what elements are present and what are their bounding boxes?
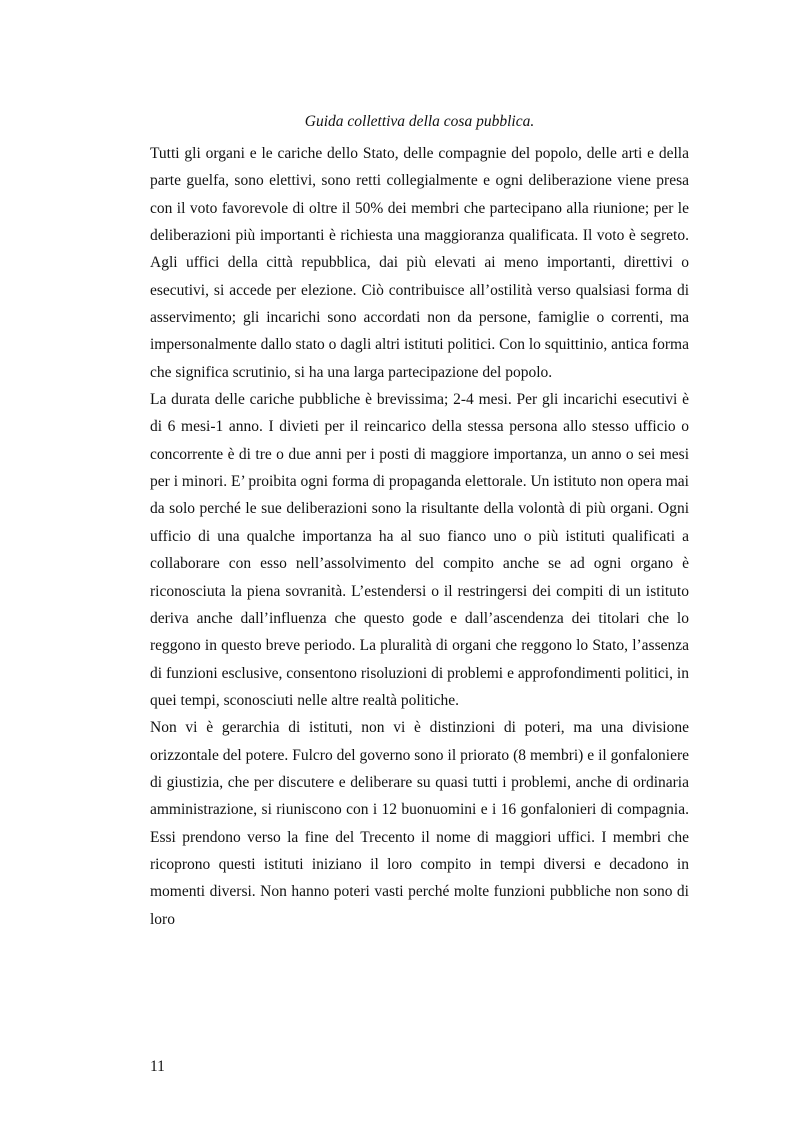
- page-number: 11: [150, 1058, 165, 1075]
- section-heading: Guida collettiva della cosa pubblica.: [304, 113, 535, 130]
- body-text: [150, 140, 689, 933]
- paragraph-3: Non vi è gerarchia di istituti, non vi è distinzioni di poteri, ma una divisione orizzontale del potere. Fulcro del governo sono il priorato (8 membri) e il gonfaloniere di giustizia, che per discutere e deliberare su quasi tutti i problemi, anche di ordinaria amministrazione, si riuniscono con i 12 buonuomini e i 16 gonfalonieri di compagnia. Essi prendono verso la fine del Trecento il nome di maggiori uffici. I membri che ricoprono questi istituti iniziano il loro compito in tempi diversi e decadono in momenti diversi. Non hanno poteri vasti perché molte funzioni pubbliche non sono di loro: [150, 719, 689, 928]
- paragraph-2: La durata delle cariche pubbliche è brevissima; 2-4 mesi. Per gli incarichi esecutivi è di 6 mesi-1 anno. I divieti per il reincarico della stessa persona allo stesso ufficio o concorrente è di tre o due anni per i posti di maggiore importanza, un anno o sei mesi per i minori. E’ proibita ogni forma di propaganda elettorale. Un istituto non opera mai da solo perché le sue deliberazioni sono la risultante della volontà di più organi. Ogni ufficio di una qualche importanza ha al suo fianco uno o più istituti qualificati a collaborare con esso nell’assolvimento del compito anche se ad ogni organo è riconosciuta la piena sovranità. L’estendersi o il restringersi dei compiti di un istituto deriva anche dall’influenza che questo gode e dall’ascendenza dei titolari che lo reggono in questo breve periodo. La pluralità di organi che reggono lo Stato, l’assenza di funzioni esclusive, consentono risoluzioni di problemi e approfondimenti politici, in quei tempi, sconosciuti nelle altre realtà politiche.: [150, 391, 689, 709]
- paragraph-1: Tutti gli organi e le cariche dello Stato, delle compagnie del popolo, delle arti e della parte guelfa, sono elettivi, sono retti collegialmente e ogni deliberazione viene presa con il voto favorevole di oltre il 50% dei membri che partecipano alla riunione; per le deliberazioni più importanti è richiesta una maggioranza qualificata. Il voto è segreto. Agli uffici della città repubblica, dai più elevati ai meno importanti, direttivi o esecutivi, si accede per elezione. Ciò contribuisce all’ostilità verso qualsiasi forma di asservimento; gli incarichi sono accordati non da persone, famiglie o correnti, ma impersonalmente dallo stato o dagli altri istituti politici. Con lo squittinio, antica forma che significa scrutinio, si ha una larga partecipazione del popolo.: [150, 145, 689, 381]
